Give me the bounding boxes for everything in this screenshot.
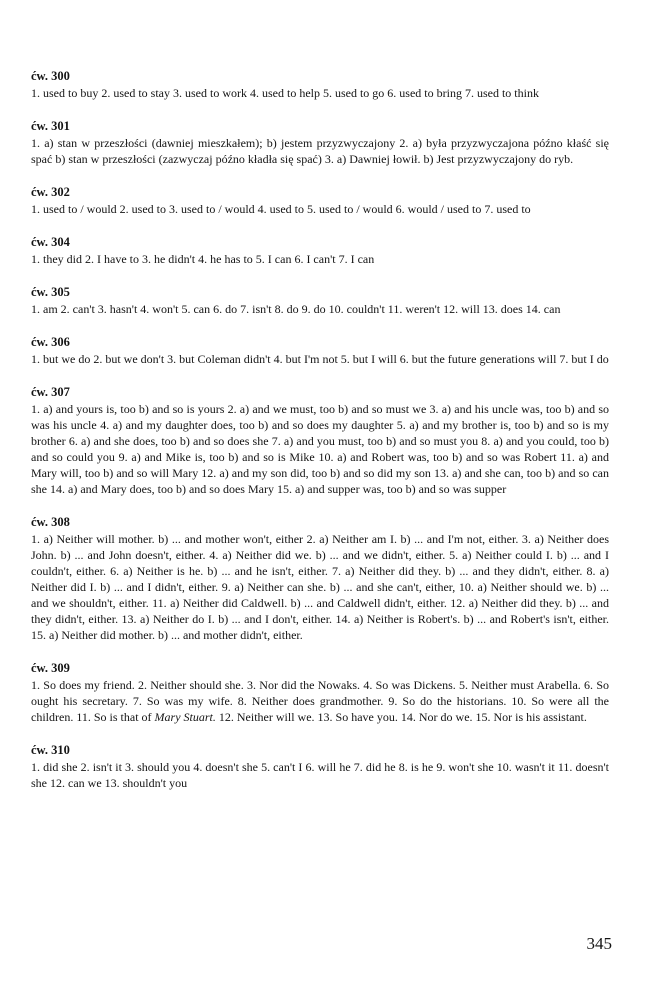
exercise-307 [31,384,609,497]
exercise-300 [31,68,609,101]
exercise-heading: ćw. 307 [31,385,70,399]
answer-key-page [31,68,609,808]
exercise-heading: ćw. 310 [31,743,70,757]
exercise-310 [31,742,609,791]
page-number: 345 [586,934,612,953]
exercise-301 [31,118,609,167]
exercise-answers: 1. am 2. can't 3. hasn't 4. won't 5. can 6. do 7. isn't 8. do 9. do 10. couldn't 11. weren't 12. will 13. does 14. can [31,302,561,316]
exercise-306 [31,334,609,367]
exercise-309 [31,660,609,725]
exercise-heading: ćw. 304 [31,235,70,249]
answers-text-part: 12. Neither will we. 13. So have you. 14. Nor do we. 15. Nor is his assistant. [215,710,587,724]
exercise-answers [31,677,609,725]
exercise-heading: ćw. 306 [31,335,70,349]
exercise-heading: ćw. 309 [31,661,70,675]
answers-text-part: 1. So does my friend. 2. Neither should she. 3. Nor did the Nowaks. 4. So was Dickens. 5. Neither must Arabella. 6. So ought his secretary. 7. So was my wife. 8. Neither does grandmother. 9. So do the historians. 10. So were all the children. 11. So is that of [31,678,609,724]
exercise-answers: 1. a) and yours is, too b) and so is yours 2. a) and we must, too b) and so must we 3. a) and his uncle was, too b) and so was his uncle 4. a) and my daughter does, too b) and so does my daughter 5. a) and my brother is, too b) and so is my brother 6. a) and she does, too b) and so does she 7. a) and you must, too b) and so must you 8. a) and you could, too b) and so could you 9. a) and Mike is, too b) and so is Mike 10. a) and Robert was, too b) and so was Robert 11. a) and Mary will, too b) and so will Mary 12. a) and my son did, too b) and so did my son 13. a) and she can, too b) and so can she 14. a) and Mary does, too b) and so does Mary 15. a) and supper was, too b) and so was supper [31,402,609,496]
exercise-308 [31,514,609,643]
exercise-answers: 1. used to / would 2. used to 3. used to / would 4. used to 5. used to / would 6. would / used to 7. used to [31,202,531,216]
exercise-answers: 1. a) Neither will mother. b) ... and mother won't, either 2. a) Neither am I. b) ... and I'm not, either. 3. a) Neither does John. b) ... and John doesn't, either. 4. a) Neither did we. b) ... and we didn't, either. 5. a) Neither could I. b) ... and I couldn't, either. 6. a) Neither is he. b) ... and he isn't, either. 7. a) Neither did they. b) ... and they didn't, either. 8. a) Neither did I. b) ... and I didn't, either. 9. a) Neither can she. b) ... and she can't, either, 10. a) Neither should we. b) ... and we shouldn't, either. 11. a) Neither did Caldwell. b) ... and Caldwell didn't, either. 12. a) Neither did they. b) ... and they didn't, either. 13. a) Neither do I. b) ... and I don't, either. 14. a) Neither is Robert's. b) ... and Robert's isn't, either. 15. a) Neither did mother. b) ... and mother didn't, either. [31,532,609,642]
exercise-304 [31,234,609,267]
exercise-answers: 1. but we do 2. but we don't 3. but Coleman didn't 4. but I'm not 5. but I will 6. but the future generations will 7. but I do [31,352,609,366]
exercise-heading: ćw. 301 [31,119,70,133]
exercise-answers: 1. did she 2. isn't it 3. should you 4. doesn't she 5. can't I 6. will he 7. did he 8. is he 9. won't she 10. wasn't it 11. doesn't she 12. can we 13. shouldn't you [31,760,609,790]
exercise-answers: 1. they did 2. I have to 3. he didn't 4. he has to 5. I can 6. I can't 7. I can [31,252,375,266]
exercise-305 [31,284,609,317]
exercise-answers: 1. a) stan w przeszłości (dawniej mieszkałem); b) jestem przyzwyczajony 2. a) była przyzwyczajona późno kłaść się spać b) stan w przeszłości (zazwyczaj późno kładła się spać) 3. a) Dawniej łowił. b) Jest przyzwyczajony do ryb. [31,136,609,166]
exercise-heading: ćw. 302 [31,185,70,199]
exercise-heading: ćw. 308 [31,515,70,529]
exercise-answers: 1. used to buy 2. used to stay 3. used to work 4. used to help 5. used to go 6. used to bring 7. used to think [31,86,539,100]
exercise-heading: ćw. 300 [31,69,70,83]
exercise-heading: ćw. 305 [31,285,70,299]
italic-title: Mary Stuart. [154,710,216,724]
exercise-302 [31,184,609,217]
